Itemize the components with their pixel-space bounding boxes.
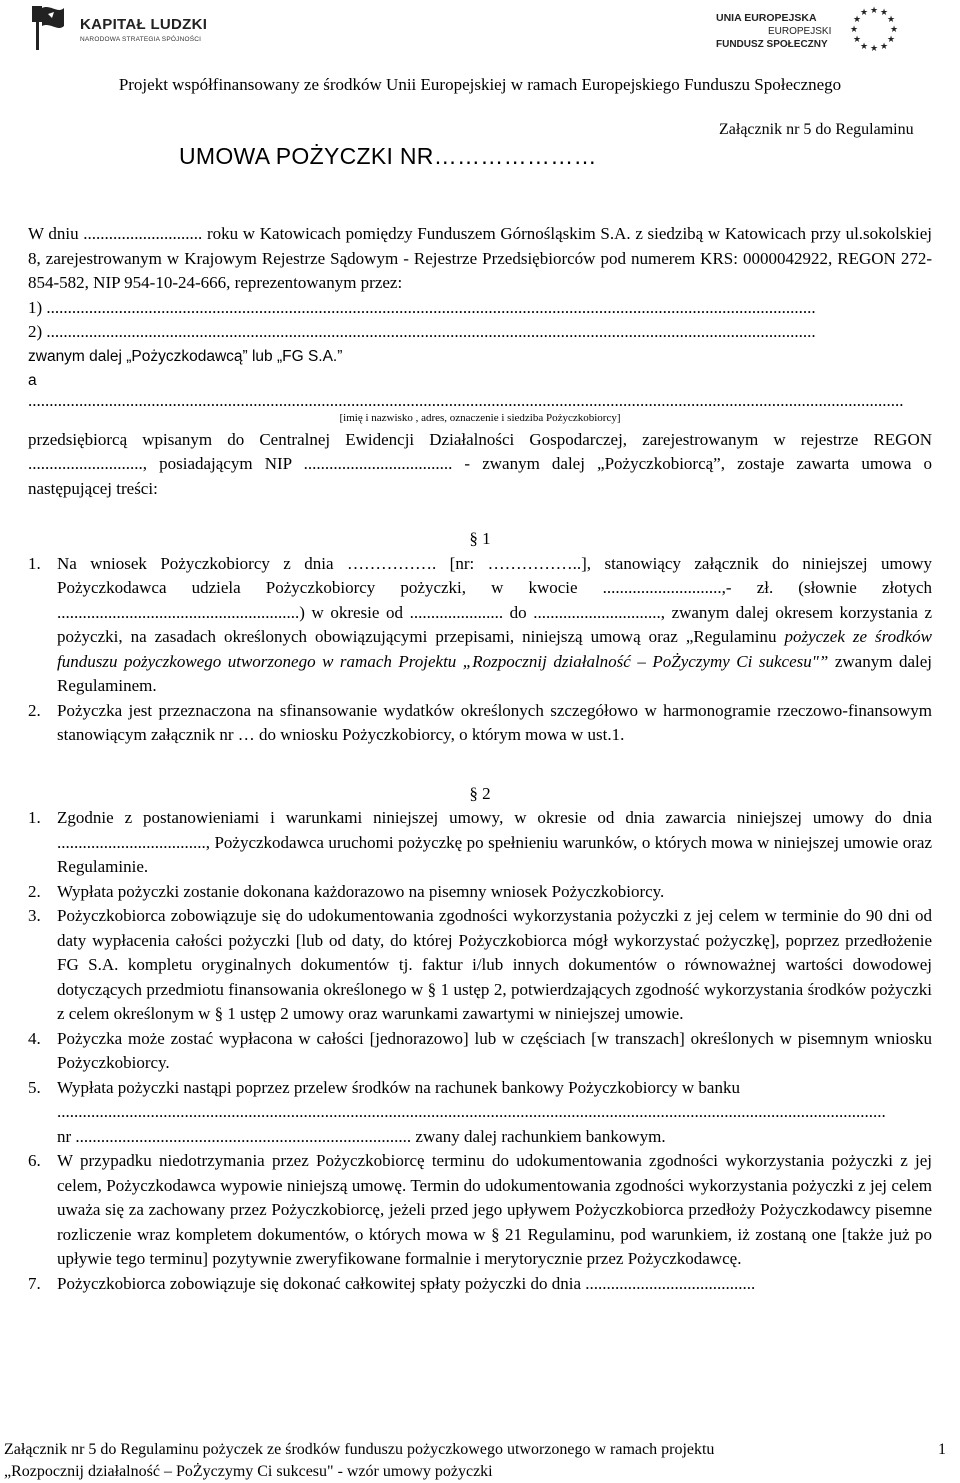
section-2-item-1 — [28, 806, 932, 880]
page-number: 1 — [938, 1441, 946, 1458]
item-text: W przypadku niedotrzymania przez Pożyczkobiorcę terminu do udokumentowania zgodności wykorzystania pożyczki z jej celem, Pożyczkodawca wypowie niniejszą umowę. Termin do udokumentowania zgodności wykorzystania pożyczki z jej celem uważa się za zachowany przez Pożyczkobiorcę, jeżeli przed jego upływem Pożyczkobiorca przedłoży Pożyczkodawcy pisemne rozliczenie wraz kompletem dokumentów, o których mowa w § 21 Regulaminu, pod warunkiem, iż zostaną one [także już po upływie tego terminu] pozytywnie zweryfikowane formalnie i merytorycznie przez Pożyczkodawcę. — [57, 1151, 932, 1268]
intro-paragraph: W dniu ............................ roku w Katowicach pomiędzy Funduszem Górnośląskim S.A. z siedzibą w Katowicach przy ul.sokolskiej 8, zarejestrowanym w Krajowym Rejestrze Sądowym - Rejestrze Przedsiębiorców pod numerem KRS: 0000042922, REGON 272-854-582, NIP 954-10-24-666, reprezentowanym przez: — [28, 224, 932, 292]
item-number: 4. — [28, 1028, 41, 1048]
representative-1: 1) ..................................................................................................................................................................................... — [28, 297, 816, 317]
eu-logo-line3: FUNDUSZ SPOŁECZNY — [716, 39, 828, 50]
bank-name-dots: ................................................................................................................................................................................................... — [57, 1102, 886, 1121]
item-text-italic: pożyczek ze środków funduszu pożyczkowego utworzonego w ramach Projektu „Rozpocznij działalność – PoŻyczymy Ci sukcesu"” — [57, 627, 932, 671]
section-2-sign: § 2 — [469, 783, 491, 803]
eu-logo-line1: UNIA EUROPEJSKA — [716, 12, 817, 24]
flag-logo-icon — [28, 4, 68, 52]
representative-2: 2) ..................................................................................................................................................................................... — [28, 322, 816, 341]
section-1-item-1 — [28, 552, 932, 699]
document-body — [28, 222, 932, 1296]
item-text-b: zwanym dalej Regulaminem. — [57, 651, 932, 695]
svg-text:★: ★ — [852, 34, 862, 44]
borrower-dots: .............................................................................................................................................................................................................. — [28, 393, 904, 408]
kapital-ludzki-logo — [28, 4, 278, 56]
section-2-item-6 — [28, 1149, 932, 1272]
item-text: Pożyczka jest przeznaczona na sfinansowanie wydatków określonych szczegółowo w harmonogramie rzeczowo-finansowym stanowiącym załącznik nr … do wniosku Pożyczkobiorcy, o którym mowa w ust.1. — [57, 700, 932, 744]
logo-subtitle: NARODOWA STRATEGIA SPÓJNOŚCI — [80, 36, 202, 43]
section-1-sign: § 1 — [469, 529, 491, 548]
item-text: Zgodnie z postanowieniami i warunkami niniejszej umowy, w okresie od dnia zawarcia niniejszej umowy do dnia ..................................., Pożyczkodawca uruchomi pożyczkę po spełnieniu warunków, o których mowa w niniejszej umowie oraz Regulaminie. — [57, 808, 932, 876]
svg-text:★: ★ — [852, 14, 862, 24]
svg-text:★: ★ — [889, 24, 899, 34]
account-number-line: nr ............................................................................... zwany dalej rachunkiem bankowym. — [57, 1126, 666, 1146]
section-2-item-5 — [28, 1076, 932, 1150]
svg-text:★: ★ — [886, 34, 896, 44]
section-2-item-7 — [28, 1272, 932, 1297]
svg-text:★: ★ — [879, 41, 889, 51]
eu-stars-icon — [842, 4, 906, 54]
item-number: 5. — [28, 1077, 41, 1097]
document-title: UMOWA POŻYCZKI NR………………… — [179, 143, 597, 169]
item-number: 1. — [28, 553, 41, 573]
item-text: Wypłata pożyczki zostanie dokonana każdorazowo na pisemny wniosek Pożyczkobiorcy. — [57, 881, 665, 901]
cofinancing-note: Projekt współfinansowany ze środków Unii Europejskiej w ramach Europejskiego Funduszu Społecznego — [118, 75, 842, 94]
footer-line-2: „Rozpocznij działalność – PoŻyczymy Ci sukcesu" - wzór umowy pożyczki — [4, 1463, 493, 1480]
item-number: 1. — [28, 808, 41, 827]
borrower-caption: [imię i nazwisko , adres, oznaczenie i siedziba Pożyczkobiorcy] — [339, 411, 621, 424]
item-number: 7. — [28, 1273, 41, 1293]
item-text: Pożyczkobiorca zobowiązuje się do udokumentowania zgodności wykorzystania pożyczki z jej celem w terminie do 90 dni od daty wypłacenia całości pożyczki [lub od daty, do której Pożyczkobiorca mógł wykorzystać pożyczkę], poprzez przedłożenie FG S.A. kompletu oryginalnych dokumentów tj. faktur i/lub innych dokumentów o równoważnej wartości dowodowej dotyczących przedmiotu finansowania określonego w § 1 ustęp 2, potwierdzających zgodność wykorzystania środków pożyczki z celem określonym w § 1 ustęp 2 umowy oraz warunkami zawartymi w niniejszej umowie. — [57, 906, 932, 1023]
item-text: Pożyczkobiorca zobowiązuje się dokonać całkowitej spłaty pożyczki do dnia ........................................ — [57, 1273, 756, 1293]
svg-text:★: ★ — [859, 7, 869, 17]
lender-definition: zwanym dalej „Pożyczkodawcą” lub „FG S.A.” — [28, 347, 343, 365]
item-text-a: Na wniosek Pożyczkobiorcy z dnia ……………. [nr: ……………..], stanowiący załącznik do niniejszej umowy Pożyczkodawca udziela Pożyczkobiorcy pożyczki, w kwocie ............................,- zł. (słownie złotych .........................................................) w okresie od ...................... do .............................., zwanym dalej okresem korzystania z pożyczki, na zasadach określonych obowiązującymi przepisami, niniejszą umową oraz „Regulaminu — [57, 553, 932, 646]
eu-logo-line2: EUROPEJSKI — [768, 26, 832, 37]
footer-line-1: Załącznik nr 5 do Regulaminu pożyczek ze środków funduszu pożyczkowego utworzonego w ramach projektu — [4, 1441, 715, 1458]
section-2-item-3 — [28, 904, 932, 1027]
page-footer — [4, 1439, 954, 1483]
svg-text:★: ★ — [869, 5, 879, 15]
logo-title: KAPITAŁ LUDZKI — [80, 16, 208, 33]
item-number: 6. — [28, 1151, 41, 1170]
item-text — [57, 1076, 932, 1150]
item-number: 2. — [28, 881, 41, 901]
item-text-main: Wypłata pożyczki nastąpi poprzez przelew środków na rachunek bankowy Pożyczkobiorcy w banku — [57, 1077, 740, 1097]
item-text: Pożyczka może zostać wypłacona w całości [jednorazowo] lub w częściach [w transzach] określonych w pisemnym wniosku Pożyczkobiorcy. — [57, 1028, 932, 1072]
eu-logo — [712, 4, 932, 56]
svg-text:★: ★ — [849, 24, 859, 34]
item-number: 3. — [28, 906, 41, 925]
section-2-item-4 — [28, 1027, 932, 1076]
svg-text:★: ★ — [886, 14, 896, 24]
borrower-paragraph: przedsiębiorcą wpisanym do Centralnej Ewidencji Działalności Gospodarczej, zarejestrowanym w rejestrze REGON ..........................., posiadającym NIP ................................... - zwanym dalej „Pożyczkobiorcą”, zostaje zawarta umowa o następującej treści: — [28, 429, 932, 498]
svg-text:★: ★ — [879, 7, 889, 17]
svg-text:★: ★ — [859, 41, 869, 51]
item-text — [57, 552, 932, 699]
section-2-item-2 — [28, 880, 932, 905]
svg-text:★: ★ — [869, 43, 879, 53]
item-number: 2. — [28, 700, 41, 720]
annex-label: Załącznik nr 5 do Regulaminu — [719, 121, 914, 138]
section-1-item-2 — [28, 699, 932, 748]
and-conjunction: a — [28, 372, 37, 389]
